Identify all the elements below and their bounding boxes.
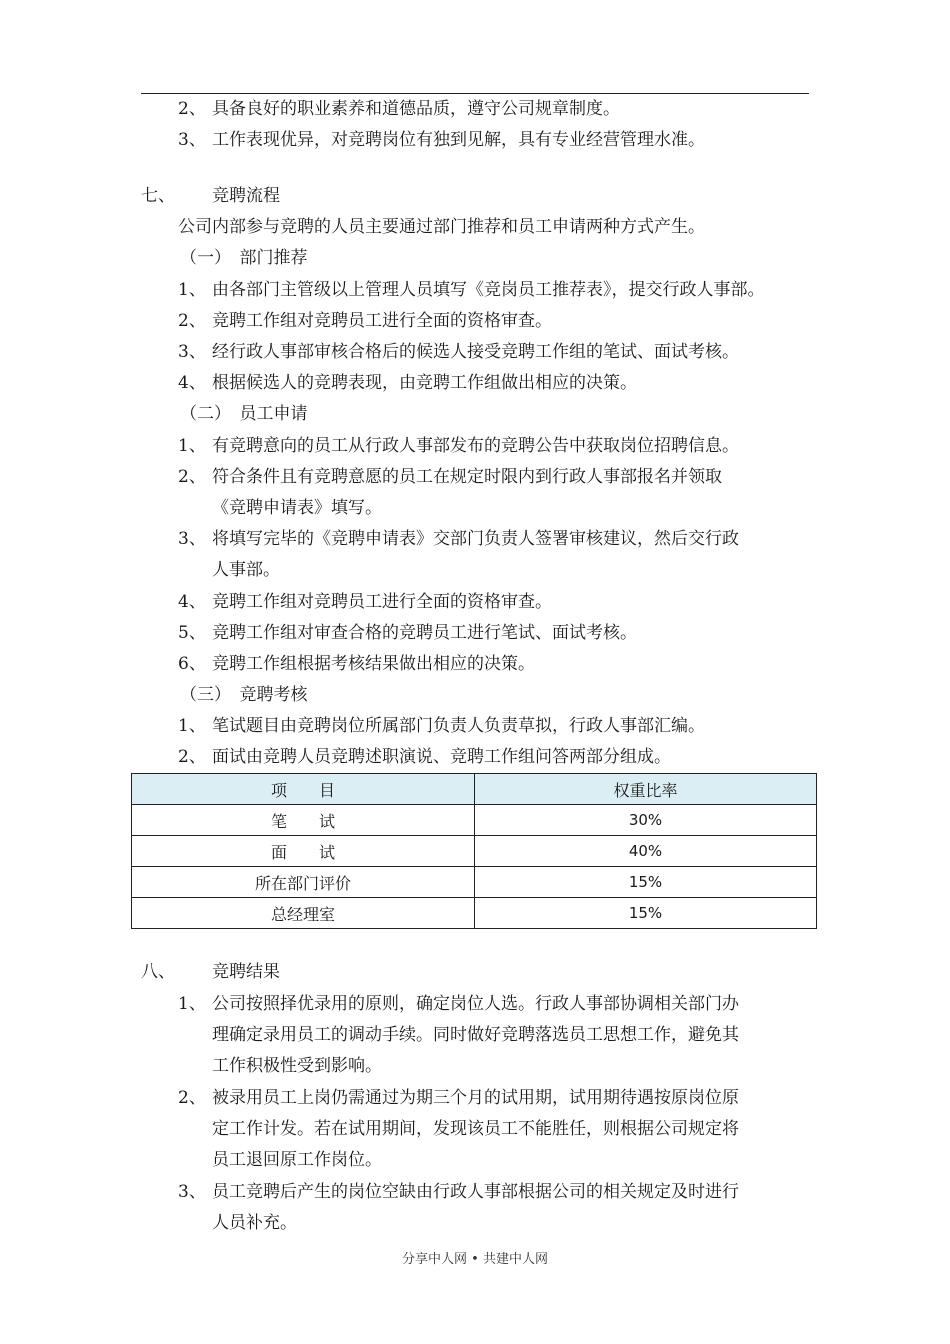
list-item-text: 竞聘工作组对竞聘员工进行全面的资格审查。: [212, 592, 552, 612]
table-cell: 15%: [475, 898, 817, 929]
table-row: [132, 836, 817, 867]
list-item-text: 员工退回原工作岗位。: [212, 1150, 382, 1170]
table-cell: 笔 试: [132, 805, 475, 836]
table-header-cell: 项 目: [132, 774, 475, 805]
subsection-title: （二） 员工申请: [180, 404, 308, 424]
list-item-text: 工作表现优异，对竞聘岗位有独到见解，具有专业经营管理水准。: [212, 130, 705, 150]
list-item-text: 定工作计发。若在试用期间，发现该员工不能胜任，则根据公司规定将: [212, 1119, 739, 1139]
section-title: 竞聘结果: [212, 962, 280, 982]
list-item-text: 符合条件且有竞聘意愿的员工在规定时限内到行政人事部报名并领取: [212, 467, 722, 487]
list-number: 1、: [178, 280, 206, 300]
list-item-text: 根据候选人的竞聘表现，由竞聘工作组做出相应的决策。: [212, 373, 637, 393]
paragraph: 公司内部参与竞聘的人员主要通过部门推荐和员工申请两种方式产生。: [178, 217, 705, 237]
list-number: 2、: [178, 467, 206, 487]
table-cell: 30%: [475, 805, 817, 836]
subsection-title: （三） 竞聘考核: [180, 685, 308, 705]
list-item-text: 有竞聘意向的员工从行政人事部发布的竞聘公告中获取岗位招聘信息。: [212, 436, 739, 456]
list-number: 1、: [178, 716, 206, 736]
list-item-text: 竞聘工作组根据考核结果做出相应的决策。: [212, 654, 535, 674]
subsection-title: （一） 部门推荐: [180, 248, 308, 268]
list-number: 3、: [178, 130, 206, 150]
table-row: [132, 898, 817, 929]
table-row: [132, 867, 817, 898]
list-item-text: 笔试题目由竞聘岗位所属部门负责人负责草拟，行政人事部汇编。: [212, 716, 705, 736]
list-number: 6、: [178, 654, 206, 674]
list-item-text: 公司按照择优录用的原则，确定岗位人选。行政人事部协调相关部门办: [212, 994, 739, 1014]
table-header-cell: 权重比率: [475, 774, 817, 805]
list-item-text: 《竞聘申请表》填写。: [212, 498, 382, 518]
list-number: 2、: [178, 99, 206, 119]
list-item-text: 将填写完毕的《竞聘申请表》交部门负责人签署审核建议，然后交行政: [212, 529, 739, 549]
section-number: 八、: [141, 962, 175, 982]
table-cell: 40%: [475, 836, 817, 867]
list-item-text: 面试由竞聘人员竞聘述职演说、竞聘工作组问答两部分组成。: [212, 747, 671, 767]
table-header-row: [132, 774, 817, 805]
list-number: 5、: [178, 623, 206, 643]
list-item-text: 被录用员工上岗仍需通过为期三个月的试用期，试用期待遇按原岗位原: [212, 1088, 739, 1108]
table-cell: 所在部门评价: [132, 867, 475, 898]
list-item-text: 人员补充。: [212, 1213, 297, 1233]
list-item-text: 具备良好的职业素养和道德品质，遵守公司规章制度。: [212, 99, 620, 119]
section-number: 七、: [141, 186, 175, 206]
list-item-text: 竞聘工作组对竞聘员工进行全面的资格审查。: [212, 311, 552, 331]
table-row: [132, 805, 817, 836]
list-item-text: 员工竞聘后产生的岗位空缺由行政人事部根据公司的相关规定及时进行: [212, 1182, 739, 1202]
table-cell: 面 试: [132, 836, 475, 867]
weight-table: [131, 773, 817, 929]
table-cell: 总经理室: [132, 898, 475, 929]
list-item-text: 由各部门主管级以上管理人员填写《竞岗员工推荐表》，提交行政人事部。: [212, 280, 765, 300]
list-number: 1、: [178, 994, 206, 1014]
list-number: 2、: [178, 747, 206, 767]
table-cell: 15%: [475, 867, 817, 898]
list-item-text: 竞聘工作组对审查合格的竞聘员工进行笔试、面试考核。: [212, 623, 637, 643]
list-number: 2、: [178, 1088, 206, 1108]
list-item-text: 工作积极性受到影响。: [212, 1056, 382, 1076]
section-title: 竞聘流程: [212, 186, 280, 206]
page-footer: 分享中人网 • 共建中人网: [402, 1252, 548, 1267]
list-number: 1、: [178, 436, 206, 456]
list-number: 4、: [178, 592, 206, 612]
list-number: 3、: [178, 1182, 206, 1202]
list-item-text: 理确定录用员工的调动手续。同时做好竞聘落选员工思想工作，避免其: [212, 1025, 739, 1045]
list-number: 4、: [178, 373, 206, 393]
list-item-text: 经行政人事部审核合格后的候选人接受竞聘工作组的笔试、面试考核。: [212, 342, 739, 362]
header-rule: [141, 93, 809, 94]
list-number: 3、: [178, 342, 206, 362]
list-item-text: 人事部。: [212, 560, 280, 580]
list-number: 2、: [178, 311, 206, 331]
list-number: 3、: [178, 529, 206, 549]
